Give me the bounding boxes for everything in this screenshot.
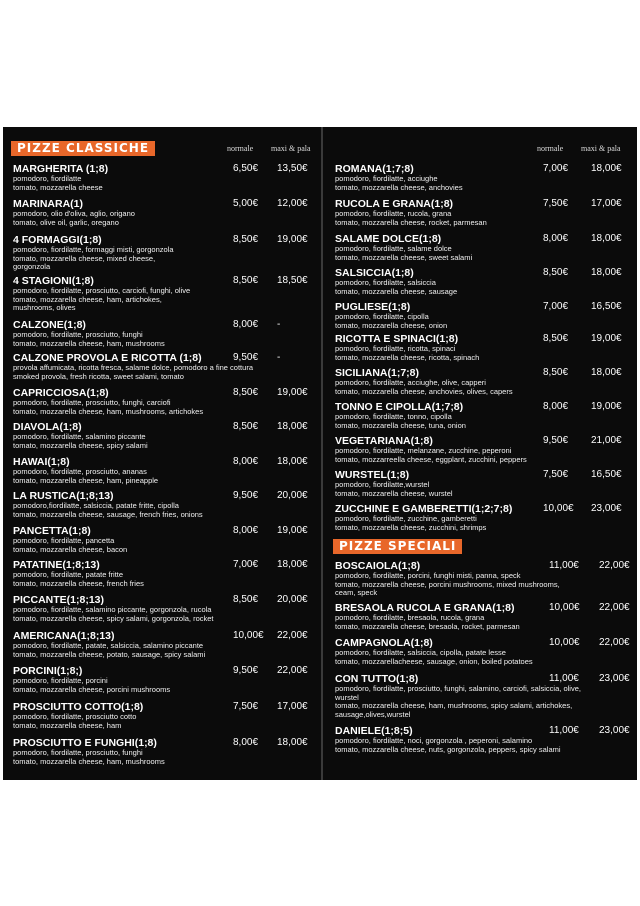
item-name: CON TUTTO(1;8) (335, 673, 419, 685)
price-maxi: 22,00€ (277, 665, 308, 676)
menu-item (13, 387, 317, 416)
item-description: tomato, mozzarreella cheese, eggplant, zucchini, peppers (335, 455, 527, 464)
item-description: tomato, mozzarella cheese, french fries (13, 579, 144, 588)
menu-item (13, 559, 317, 588)
item-description: pomodoro, fiordilatte, ricotta, spinaci (335, 345, 456, 353)
item-description: pomodoro, fiordilatte, salamino piccante (13, 433, 146, 441)
price-maxi: 18,00€ (277, 456, 308, 467)
price-normale: 8,00€ (543, 233, 569, 244)
menu-item (335, 469, 633, 498)
item-description: tomato, mozzarella cheese, rocket, parmesan (335, 218, 487, 227)
price-maxi: 23,00€ (591, 503, 622, 514)
item-name: PORCINI(1;8;) (13, 665, 83, 677)
price-normale: 9,50€ (233, 665, 259, 676)
price-maxi: 20,00€ (277, 594, 308, 605)
item-description: pomodoro, fiordilatte, salsiccia (335, 279, 436, 287)
menu-item (13, 701, 317, 730)
item-description: pomodoro, fiordilatte, acciughe (335, 175, 438, 183)
price-normale: 8,00€ (543, 401, 569, 412)
menu-item (13, 163, 317, 192)
item-name: AMERICANA(1;8;13) (13, 630, 115, 642)
item-description: tomato, mozzarellacheese, sausage, onion, boiled potatoes (335, 657, 533, 666)
item-description: pomodoro, fiordilatte, bresaola, rucola, grana (335, 614, 485, 622)
item-description: tomato, mozzarella cheese, bacon (13, 545, 128, 554)
section-title-pizze-classiche: PIZZE CLASSICHE (11, 141, 155, 156)
item-description: tomato, mozzarella cheese, anchovies, olives, capers (335, 387, 513, 396)
item-name: SALSICCIA(1;8) (335, 267, 414, 279)
right-column (325, 127, 637, 780)
item-description: pomodoro, fiordilatte, rucola, grana (335, 210, 452, 218)
price-maxi: 23,00€ (599, 673, 630, 684)
item-description: pomodoro, fiordilatte, tonno, cipolla (335, 413, 452, 421)
menu-item (13, 275, 317, 313)
price-maxi: 12,00€ (277, 198, 308, 209)
price-normale: 6,50€ (233, 163, 259, 174)
price-maxi: 22,00€ (599, 637, 630, 648)
price-normale: 8,00€ (233, 525, 259, 536)
item-description: pomodoro, fiordilatte, acciughe, olive, capperi (335, 379, 486, 387)
price-normale: 11,00€ (549, 560, 579, 571)
item-name: 4 FORMAGGI(1;8) (13, 234, 102, 246)
price-normale: 5,00€ (233, 198, 259, 209)
price-normale: 10,00€ (549, 637, 580, 648)
menu-item (335, 435, 633, 464)
menu-item (335, 637, 633, 666)
item-description: tomato, olive oil, garlic, oregano (13, 218, 119, 227)
item-description: tomato, mozzarella cheese, ham, mushrooms (13, 339, 165, 348)
item-description: pomodoro, fiordilatte, formaggi misti, gorgonzola (13, 246, 174, 254)
menu-item (335, 367, 633, 396)
price-normale: 11,00€ (549, 725, 579, 736)
item-description: tomato, mozzarella cheese, zucchini, shrimps (335, 523, 487, 532)
price-maxi: 13,50€ (277, 163, 308, 174)
item-description: pomodoro, fiordilatte,wurstel (335, 481, 430, 489)
price-maxi: 22,00€ (277, 630, 308, 641)
item-description: mushrooms, olives (13, 304, 76, 312)
item-name: PUGLIESE(1;8) (335, 301, 411, 313)
item-description: pomodoro, fiordilatte, salame dolce (335, 245, 452, 253)
price-maxi: 19,00€ (277, 525, 308, 536)
price-normale: 10,00€ (233, 630, 264, 641)
price-normale: 9,50€ (543, 435, 569, 446)
item-name: 4 STAGIONI(1;8) (13, 275, 94, 287)
price-maxi: 23,00€ (599, 725, 630, 736)
item-description: tomato, mozzarella cheese, onion (335, 321, 448, 330)
price-maxi: 22,00€ (599, 602, 630, 613)
item-name: HAWAI(1;8) (13, 456, 70, 468)
menu-item (13, 630, 317, 659)
column-divider (321, 127, 323, 780)
price-normale: 7,00€ (543, 163, 569, 174)
price-normale: 7,50€ (543, 469, 569, 480)
item-description: tomato, mozzarella cheese, wurstel (335, 489, 453, 498)
item-description: tomato, mozzarella cheese, ham (13, 721, 122, 730)
item-description: pomodoro, fiordilatte, prosciutto, funghi (13, 749, 143, 757)
item-description: pomodoro, fiordilatte, porcini, funghi misti, panna, speck (335, 572, 521, 580)
item-description: gorgonzola (13, 263, 51, 271)
item-description: tomato, mozzarella cheese, ham, pineapple (13, 476, 159, 485)
menu-item (13, 737, 317, 766)
item-description: pomodoro, fiordilatte, prosciutto, funghi, carciofi (13, 399, 171, 407)
price-maxi: 20,00€ (277, 490, 308, 501)
item-name: RICOTTA E SPINACI(1;8) (335, 333, 459, 345)
item-description: pomodoro, fiordilatte (13, 175, 82, 183)
menu-item (335, 267, 633, 296)
menu-item (335, 233, 633, 262)
item-description: pomodoro, fiordilatte, patate fritte (13, 571, 124, 579)
price-maxi: 19,00€ (591, 401, 622, 412)
menu-item (13, 490, 317, 519)
item-description: pomodoro, fiordilatte, melanzane, zucchine, peperoni (335, 447, 512, 455)
menu-item (335, 602, 633, 631)
item-description: tomato, mozzarella cheese, nuts, gorgonzola, peppers, spicy salami (335, 745, 561, 754)
price-maxi: 18,00€ (277, 559, 308, 570)
menu-item (13, 594, 317, 623)
menu-item (335, 401, 633, 430)
item-description: tomato, mozzarella cheese, porcini mushrooms, mixed mushrooms, (335, 580, 560, 589)
item-name: DANIELE(1;8;5) (335, 725, 413, 737)
menu-item (335, 503, 633, 532)
price-maxi: 18,50€ (277, 275, 308, 286)
price-maxi: 17,00€ (277, 701, 308, 712)
price-normale: 8,50€ (233, 387, 259, 398)
column-header-normale: normale (537, 144, 564, 153)
menu-item (335, 301, 633, 330)
item-name: BRESAOLA RUCOLA E GRANA(1;8) (335, 602, 515, 614)
price-normale: 10,00€ (543, 503, 574, 514)
menu-item (13, 456, 317, 485)
price-normale: 7,50€ (543, 198, 569, 209)
price-maxi: 16,50€ (591, 469, 622, 480)
item-name: MARGHERITA (1;8) (13, 163, 109, 175)
item-description: tomato, mozzarella cheese, sweet salami (335, 253, 473, 262)
item-description: tomato, mozzarella cheese, potato, sausage, spicy salami (13, 650, 206, 659)
item-name: CAMPAGNOLA(1;8) (335, 637, 433, 649)
price-maxi: 18,00€ (591, 267, 622, 278)
price-maxi: 18,00€ (591, 163, 622, 174)
price-normale: 8,00€ (233, 456, 259, 467)
price-maxi: 19,00€ (591, 333, 622, 344)
item-description: tomato, mozzarella cheese, ricotta, spinach (335, 353, 480, 362)
item-description: pomodoro, fiordilatte, prosciutto cotto (13, 713, 137, 721)
price-normale: 8,00€ (233, 737, 259, 748)
item-description: tomato, mozzarella cheese, ham, mushrooms, spicy salami, artichokes, (335, 702, 573, 710)
menu-item (335, 725, 633, 754)
menu-item (335, 333, 633, 362)
menu-item (335, 560, 633, 598)
item-name: SALAME DOLCE(1;8) (335, 233, 442, 245)
item-description: pomodoro, fiordilatte, zucchine, gamberetti (335, 515, 477, 523)
item-description: provola affumicata, ricotta fresca, salame dolce, pomodoro a fine cottura (13, 364, 253, 372)
item-name: TONNO E CIPOLLA(1;7;8) (335, 401, 464, 413)
item-description: tomato, mozzarella cheese, bresaola, rocket, parmesan (335, 622, 520, 631)
item-description: pomodoro, fiordilatte, prosciutto, carciofi, funghi, olive (13, 287, 191, 295)
price-maxi: 18,00€ (277, 421, 308, 432)
item-name: PATATINE(1;8;13) (13, 559, 100, 571)
menu-item (335, 673, 633, 719)
item-description: pomodoro, fiordilatte, salamino piccante, gorgonzola, rucola (13, 606, 212, 614)
item-name: CAPRICCIOSA(1;8) (13, 387, 109, 399)
menu-item (13, 198, 317, 227)
price-maxi: 22,00€ (599, 560, 630, 571)
menu-item (335, 163, 633, 192)
item-name: PICCANTE(1;8;13) (13, 594, 105, 606)
column-header-maxi: maxi & pala (581, 144, 621, 153)
price-maxi: 19,00€ (277, 234, 308, 245)
price-maxi: 16,50€ (591, 301, 622, 312)
item-description: pomodoro, fiordilatte, salsiccia, cipolla, patate lesse (335, 649, 506, 657)
price-maxi: 19,00€ (277, 387, 308, 398)
price-maxi: - (277, 352, 281, 363)
item-description: tomato, mozzarella cheese, porcini mushrooms (13, 685, 171, 694)
item-description: tomato, mozzarella cheese, spicy salami (13, 441, 148, 450)
item-description: pomodoro, fiordilatte, cipolla (335, 313, 429, 321)
price-normale: 8,00€ (233, 319, 259, 330)
price-normale: 9,50€ (233, 352, 259, 363)
price-normale: 7,00€ (543, 301, 569, 312)
menu-item (335, 198, 633, 227)
item-name: MARINARA(1) (13, 198, 83, 210)
item-description: pomodoro, fiordilatte, noci, gorgonzola , peperoni, salamino (335, 737, 533, 745)
item-name: PROSCIUTTO E FUNGHI(1;8) (13, 737, 157, 749)
pizza-menu-board (3, 127, 637, 780)
item-description: tomato, mozzarella cheese, sausage (335, 287, 458, 296)
item-name: BOSCAIOLA(1;8) (335, 560, 421, 572)
price-maxi: 18,00€ (277, 737, 308, 748)
item-description: tomato, mozzarella cheese, anchovies (335, 183, 463, 192)
price-maxi: 18,00€ (591, 367, 622, 378)
price-normale: 7,00€ (233, 559, 259, 570)
item-description: smoked provola, fresh ricotta, sweet salami, tomato (13, 372, 184, 381)
item-name: SICILIANA(1;7;8) (335, 367, 420, 379)
price-normale: 8,50€ (543, 333, 569, 344)
item-description: pomodoro, fiordilatte, pancetta (13, 537, 115, 545)
item-description: tomato, mozzarella cheese, ham, mushrooms (13, 757, 165, 766)
item-description: ceam, speck (335, 589, 378, 597)
item-name: CALZONE PROVOLA E RICOTTA (1;8) (13, 352, 202, 364)
item-name: VEGETARIANA(1;8) (335, 435, 433, 447)
item-name: PROSCIUTTO COTTO(1;8) (13, 701, 144, 713)
item-name: WURSTEL(1;8) (335, 469, 410, 481)
price-normale: 7,50€ (233, 701, 259, 712)
menu-item (13, 352, 317, 381)
price-normale: 8,50€ (543, 367, 569, 378)
item-name: DIAVOLA(1;8) (13, 421, 82, 433)
price-maxi: 18,00€ (591, 233, 622, 244)
item-description: pomodoro, fiordilatte, prosciutto, funghi (13, 331, 143, 339)
price-maxi: 21,00€ (591, 435, 622, 446)
item-description: tomato, mozzarella cheese, tuna, onion (335, 421, 466, 430)
item-name: PANCETTA(1;8) (13, 525, 91, 537)
item-description: tomato, mozzarella cheese, ham, artichokes, (13, 295, 162, 304)
price-normale: 8,50€ (543, 267, 569, 278)
item-name: CALZONE(1;8) (13, 319, 86, 331)
menu-item (13, 525, 317, 554)
price-normale: 11,00€ (549, 673, 579, 684)
menu-item (13, 665, 317, 694)
item-description: sausage,olives,wurstel (335, 710, 411, 719)
column-header-maxi: maxi & pala (271, 144, 311, 153)
menu-item (13, 319, 317, 348)
item-description: tomato, mozzarella cheese, sausage, french fries, onions (13, 510, 203, 519)
menu-item (13, 421, 317, 450)
price-normale: 8,50€ (233, 234, 259, 245)
price-normale: 8,50€ (233, 594, 259, 605)
item-name: RUCOLA E GRANA(1;8) (335, 198, 454, 210)
item-name: ROMANA(1;7;8) (335, 163, 414, 175)
item-description: pomodoro,fiordilatte, salsiccia, patate fritte, cipolla (13, 502, 179, 510)
item-description: pomodoro, olio d'oliva, aglio, origano (13, 210, 135, 218)
menu-item (13, 234, 317, 272)
price-normale: 9,50€ (233, 490, 259, 501)
item-description: pomodoro, fiordilatte, prosciutto, funghi, salamino, carciofi, salsiccia, olive, (335, 685, 581, 693)
item-description: pomodoro, fiordilatte, patate, salsiccia, salamino piccante (13, 642, 204, 650)
item-name: LA RUSTICA(1;8;13) (13, 490, 114, 502)
price-normale: 8,50€ (233, 421, 259, 432)
item-description: tomato, mozzarella cheese (13, 183, 103, 192)
column-header-normale: normale (227, 144, 254, 153)
section-title-pizze-speciali: PIZZE SPECIALI (333, 539, 462, 554)
price-normale: 10,00€ (549, 602, 580, 613)
item-description: tomato, mozzarella cheese, ham, mushrooms, artichokes (13, 407, 204, 416)
item-description: tomato, mozzarella cheese, mixed cheese, (13, 254, 156, 263)
item-description: pomodoro, fiordilatte, prosciutto, ananas (13, 468, 147, 476)
left-column (3, 127, 321, 780)
price-maxi: 17,00€ (591, 198, 622, 209)
item-description: pomodoro, fiordilatte, porcini (13, 677, 108, 685)
price-normale: 8,50€ (233, 275, 259, 286)
item-name: ZUCCHINE E GAMBERETTI(1;2;7;8) (335, 503, 513, 515)
item-description: tomato, mozzarella cheese, spicy salami, gorgonzola, rocket (13, 614, 214, 623)
item-description: wurstel (335, 693, 359, 702)
price-maxi: - (277, 319, 281, 330)
